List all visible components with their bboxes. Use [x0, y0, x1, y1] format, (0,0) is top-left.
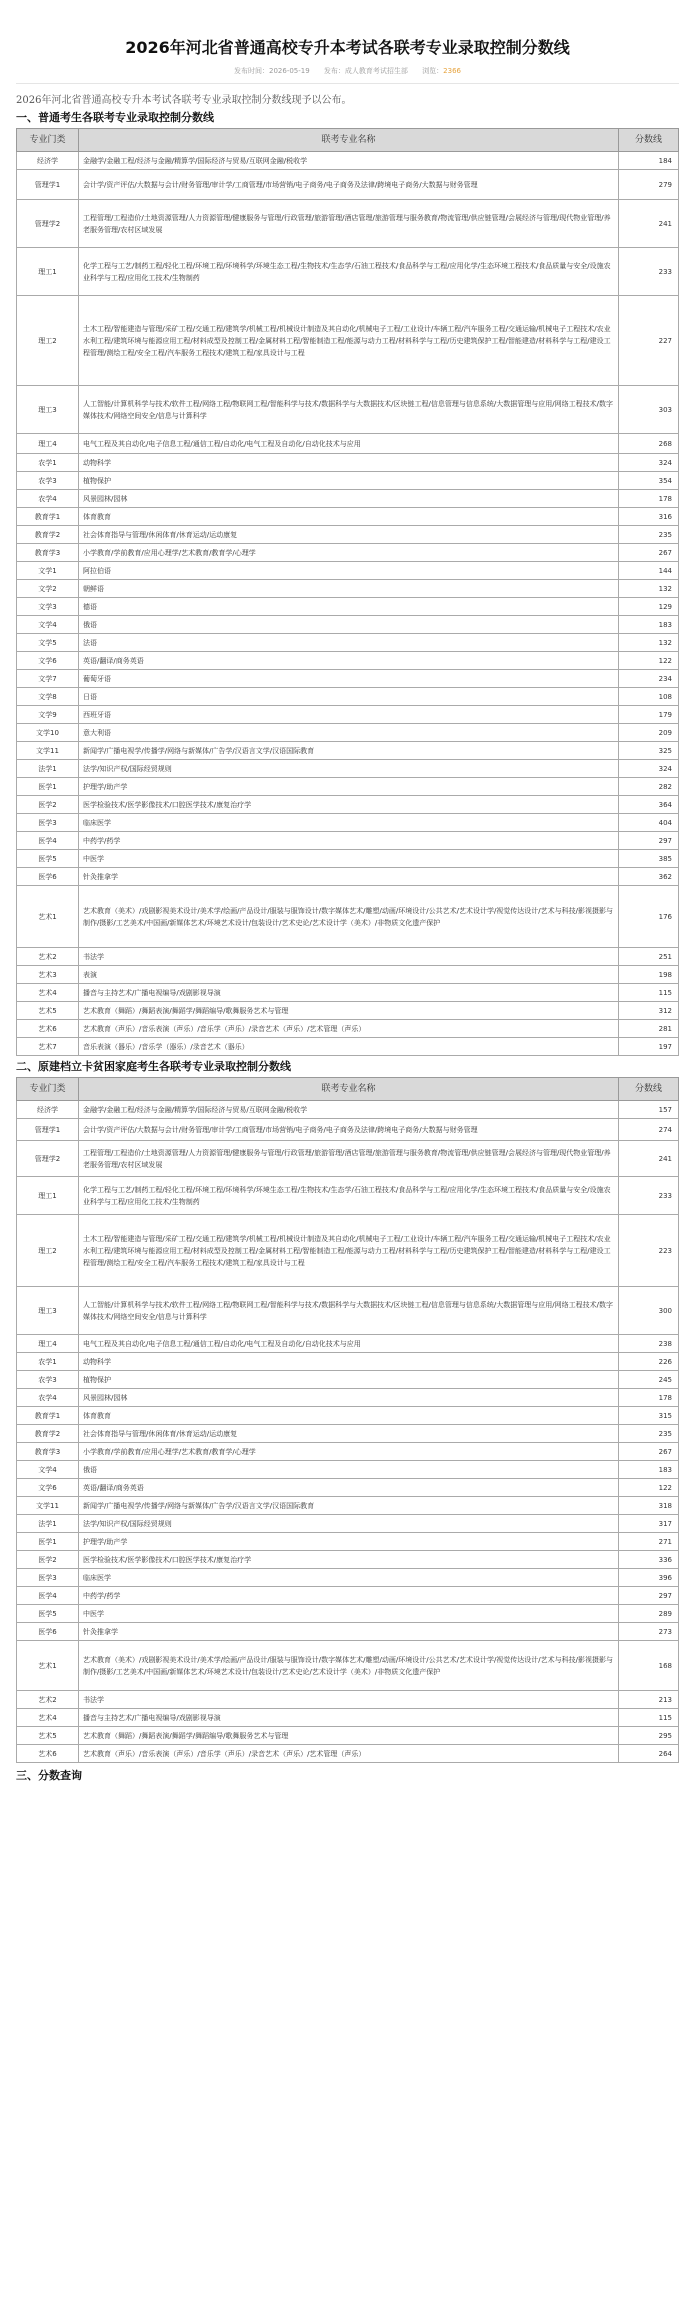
cell-category: 医学6	[17, 1623, 79, 1641]
cell-category: 理工1	[17, 248, 79, 296]
cell-score: 281	[619, 1020, 679, 1038]
table-row	[17, 200, 679, 248]
table-row	[17, 966, 679, 984]
cell-score: 115	[619, 1709, 679, 1727]
cell-majors: 植物保护	[79, 1371, 619, 1389]
cell-score: 183	[619, 616, 679, 634]
table-row	[17, 1745, 679, 1763]
table-row	[17, 1605, 679, 1623]
cell-majors: 动物科学	[79, 1353, 619, 1371]
cell-score: 108	[619, 688, 679, 706]
col-header-score: 分数线	[619, 129, 679, 152]
cell-majors: 金融学/金融工程/经济与金融/精算学/国际经济与贸易/互联网金融/税收学	[79, 152, 619, 170]
cell-majors: 中药学/药学	[79, 1587, 619, 1605]
cell-score: 235	[619, 1425, 679, 1443]
cell-score: 279	[619, 170, 679, 200]
cell-score: 385	[619, 850, 679, 868]
table-row	[17, 742, 679, 760]
table-row	[17, 170, 679, 200]
cell-score: 362	[619, 868, 679, 886]
cell-majors: 临床医学	[79, 814, 619, 832]
table-row	[17, 724, 679, 742]
table-row	[17, 1497, 679, 1515]
table-row	[17, 886, 679, 948]
cell-score: 198	[619, 966, 679, 984]
table-row	[17, 454, 679, 472]
cell-majors: 艺术教育（美术）/戏剧影视美术设计/美术学/绘画/产品设计/服装与服饰设计/数字媒体艺术/雕塑/动画/环境设计/公共艺术/艺术设计学/视觉传达设计/艺术与科技/影视摄影与制作/摄影/工艺美术/中国画/新媒体艺术/环境艺术设计/包装设计/艺术史论/艺术设计学（美术）/非物质文化遗产保护	[79, 1641, 619, 1691]
table-header-row	[17, 1078, 679, 1101]
cell-score: 245	[619, 1371, 679, 1389]
table-row	[17, 1425, 679, 1443]
cell-score: 315	[619, 1407, 679, 1425]
cell-majors: 体育教育	[79, 1407, 619, 1425]
cell-score: 295	[619, 1727, 679, 1745]
table-row	[17, 948, 679, 966]
cell-category: 文学8	[17, 688, 79, 706]
cell-score: 168	[619, 1641, 679, 1691]
table-body	[17, 1101, 679, 1763]
section-2-title: 二、原建档立卡贫困家庭考生各联考专业录取控制分数线	[16, 1060, 291, 1073]
cell-score: 115	[619, 984, 679, 1002]
table-row	[17, 1020, 679, 1038]
table-row	[17, 1623, 679, 1641]
cell-category: 医学4	[17, 1587, 79, 1605]
cell-majors: 表演	[79, 966, 619, 984]
cell-majors: 社会体育指导与管理/休闲体育/休育运动/运动康复	[79, 526, 619, 544]
cell-majors: 英语/翻译/商务英语	[79, 1479, 619, 1497]
table-row	[17, 1461, 679, 1479]
cell-score: 354	[619, 472, 679, 490]
cell-category: 理工3	[17, 1287, 79, 1335]
table-row	[17, 652, 679, 670]
cell-majors: 艺术教育（声乐）/音乐表演（声乐）/音乐学（声乐）/录音艺术（声乐）/艺术管理（声乐）	[79, 1020, 619, 1038]
cell-score: 209	[619, 724, 679, 742]
cell-category: 艺术6	[17, 1020, 79, 1038]
cell-majors: 艺术教育（声乐）/音乐表演（声乐）/音乐学（声乐）/录音艺术（声乐）/艺术管理（声乐）	[79, 1745, 619, 1763]
cell-category: 艺术4	[17, 1709, 79, 1727]
cell-majors: 风景园林/园林	[79, 490, 619, 508]
cell-category: 教育学2	[17, 1425, 79, 1443]
intro-paragraph: 2026年河北省普通高校专升本考试各联考专业录取控制分数线现予以公布。	[16, 95, 352, 106]
table-row	[17, 526, 679, 544]
cell-majors: 土木工程/智能建造与管理/采矿工程/交通工程/建筑学/机械工程/机械设计制造及其自动化/机械电子工程/工业设计/车辆工程/汽车服务工程/交通运输/机械电子工程技术/农业水利工程/建筑环境与能源应用工程/材料成型及控制工程/金属材料工程/智能制造工程/能源与动力工程/材料科学与工程/历史建筑保护工程/智能建造/材料科学与工程/建设工程管理/测绘工程/安全工程/汽车服务工程技术/建筑工程/家具设计与工程	[79, 296, 619, 386]
cell-category: 管理学1	[17, 170, 79, 200]
article	[16, 0, 679, 1783]
cell-category: 教育学3	[17, 1443, 79, 1461]
cell-category: 文学6	[17, 1479, 79, 1497]
table-row	[17, 670, 679, 688]
cell-category: 理工4	[17, 1335, 79, 1353]
table-body	[17, 152, 679, 1056]
table-row	[17, 1119, 679, 1141]
cell-score: 267	[619, 1443, 679, 1461]
cell-score: 197	[619, 1038, 679, 1056]
col-header-category: 专业门类	[17, 1078, 79, 1101]
cell-majors: 新闻学/广播电视学/传播学/网络与新媒体/广告学/汉语言文学/汉语国际教育	[79, 1497, 619, 1515]
table-row	[17, 1407, 679, 1425]
table-row	[17, 386, 679, 434]
cell-score: 122	[619, 652, 679, 670]
cell-category: 艺术3	[17, 966, 79, 984]
table-row	[17, 152, 679, 170]
table-row	[17, 1587, 679, 1605]
cell-majors: 小学教育/学前教育/应用心理学/艺术教育/教育学/心理学	[79, 1443, 619, 1461]
table-row	[17, 1002, 679, 1020]
cell-category: 法学1	[17, 1515, 79, 1533]
cell-majors: 护理学/助产学	[79, 778, 619, 796]
table-row	[17, 850, 679, 868]
publisher: 发布：成人教育考试招生部	[323, 67, 408, 75]
cell-score: 312	[619, 1002, 679, 1020]
cell-majors: 会计学/资产评估/大数据与会计/财务管理/审计学/工商管理/市场营销/电子商务/电子商务及法律/跨境电子商务/大数据与财务管理	[79, 1119, 619, 1141]
cell-category: 医学1	[17, 1533, 79, 1551]
section-1-title: 一、普通考生各联考专业录取控制分数线	[16, 111, 214, 124]
table-row	[17, 598, 679, 616]
table-row	[17, 490, 679, 508]
cell-category: 艺术5	[17, 1002, 79, 1020]
cell-majors: 葡萄牙语	[79, 670, 619, 688]
table-row	[17, 562, 679, 580]
table-row	[17, 1551, 679, 1569]
table-row	[17, 760, 679, 778]
cell-majors: 书法学	[79, 1691, 619, 1709]
cell-category: 管理学1	[17, 1119, 79, 1141]
cell-score: 241	[619, 1141, 679, 1177]
cell-category: 医学2	[17, 1551, 79, 1569]
table-row	[17, 984, 679, 1002]
cell-majors: 俄语	[79, 1461, 619, 1479]
cell-majors: 针灸推拿学	[79, 1623, 619, 1641]
table-row	[17, 868, 679, 886]
cell-category: 教育学2	[17, 526, 79, 544]
cell-majors: 人工智能/计算机科学与技术/软件工程/网络工程/物联网工程/智能科学与技术/数据科学与大数据技术/区块链工程/信息管理与信息系统/大数据管理与应用/网络工程技术/数字媒体技术/网络空间安全/信息与计算科学	[79, 1287, 619, 1335]
cell-majors: 播音与主持艺术/广播电视编导/戏剧影视导演	[79, 1709, 619, 1727]
table-row	[17, 1335, 679, 1353]
cell-majors: 医学检验技术/医学影像技术/口腔医学技术/康复治疗学	[79, 796, 619, 814]
cell-category: 医学3	[17, 814, 79, 832]
cell-majors: 针灸推拿学	[79, 868, 619, 886]
cell-score: 316	[619, 508, 679, 526]
table-row	[17, 1101, 679, 1119]
cell-majors: 电气工程及其自动化/电子信息工程/通信工程/自动化/电气工程及自动化/自动化技术与应用	[79, 434, 619, 454]
cell-score: 303	[619, 386, 679, 434]
cell-score: 251	[619, 948, 679, 966]
cell-score: 179	[619, 706, 679, 724]
cell-category: 文学6	[17, 652, 79, 670]
view-count-value: 2366	[443, 67, 461, 75]
cell-majors: 英语/翻译/商务英语	[79, 652, 619, 670]
cell-majors: 中医学	[79, 850, 619, 868]
table-row	[17, 1177, 679, 1215]
cell-majors: 社会体育指导与管理/休闲体育/休育运动/运动康复	[79, 1425, 619, 1443]
cell-score: 396	[619, 1569, 679, 1587]
cell-majors: 播音与主持艺术/广播电视编导/戏剧影视导演	[79, 984, 619, 1002]
cell-score: 132	[619, 634, 679, 652]
table-row	[17, 814, 679, 832]
cell-score: 336	[619, 1551, 679, 1569]
table-row	[17, 296, 679, 386]
score-table-regular	[16, 128, 679, 1056]
table-row	[17, 1443, 679, 1461]
view-count	[422, 67, 461, 75]
table-row	[17, 796, 679, 814]
cell-category: 管理学2	[17, 200, 79, 248]
cell-score: 404	[619, 814, 679, 832]
cell-score: 324	[619, 454, 679, 472]
cell-majors: 风景园林/园林	[79, 1389, 619, 1407]
cell-category: 农学3	[17, 472, 79, 490]
table-row	[17, 1038, 679, 1056]
cell-score: 364	[619, 796, 679, 814]
table-row	[17, 1371, 679, 1389]
cell-majors: 艺术教育（舞蹈）/舞蹈表演/舞蹈学/舞蹈编导/歌舞服务艺术与管理	[79, 1727, 619, 1745]
cell-score: 176	[619, 886, 679, 948]
cell-majors: 新闻学/广播电视学/传播学/网络与新媒体/广告学/汉语言文学/汉语国际教育	[79, 742, 619, 760]
table-row	[17, 1691, 679, 1709]
cell-majors: 日语	[79, 688, 619, 706]
cell-category: 经济学	[17, 152, 79, 170]
col-header-category: 专业门类	[17, 129, 79, 152]
cell-majors: 音乐表演（器乐）/音乐学（器乐）/录音艺术（器乐）	[79, 1038, 619, 1056]
cell-category: 法学1	[17, 760, 79, 778]
cell-score: 213	[619, 1691, 679, 1709]
cell-category: 文学11	[17, 742, 79, 760]
cell-majors: 体育教育	[79, 508, 619, 526]
cell-majors: 法学/知识产权/国际经贸规则	[79, 760, 619, 778]
cell-category: 艺术1	[17, 1641, 79, 1691]
cell-score: 233	[619, 1177, 679, 1215]
table-row	[17, 832, 679, 850]
cell-majors: 法学/知识产权/国际经贸规则	[79, 1515, 619, 1533]
cell-score: 267	[619, 544, 679, 562]
table-row	[17, 1353, 679, 1371]
table-row	[17, 508, 679, 526]
table-row	[17, 1479, 679, 1497]
table-row	[17, 706, 679, 724]
cell-category: 艺术1	[17, 886, 79, 948]
table-row	[17, 580, 679, 598]
cell-majors: 书法学	[79, 948, 619, 966]
cell-category: 理工2	[17, 296, 79, 386]
cell-majors: 法语	[79, 634, 619, 652]
publish-date: 发布时间：2026-05-19	[234, 67, 310, 75]
cell-majors: 中药学/药学	[79, 832, 619, 850]
cell-majors: 电气工程及其自动化/电子信息工程/通信工程/自动化/电气工程及自动化/自动化技术与应用	[79, 1335, 619, 1353]
col-header-score: 分数线	[619, 1078, 679, 1101]
cell-category: 艺术2	[17, 1691, 79, 1709]
cell-score: 271	[619, 1533, 679, 1551]
cell-category: 医学3	[17, 1569, 79, 1587]
cell-category: 农学4	[17, 490, 79, 508]
cell-category: 农学1	[17, 454, 79, 472]
table-row	[17, 634, 679, 652]
cell-majors: 会计学/资产评估/大数据与会计/财务管理/审计学/工商管理/市场营销/电子商务/电子商务及法律/跨境电子商务/大数据与财务管理	[79, 170, 619, 200]
cell-majors: 土木工程/智能建造与管理/采矿工程/交通工程/建筑学/机械工程/机械设计制造及其自动化/机械电子工程/工业设计/车辆工程/汽车服务工程/交通运输/机械电子工程技术/农业水利工程/建筑环境与能源应用工程/材料成型及控制工程/金属材料工程/智能制造工程/能源与动力工程/材料科学与工程/历史建筑保护工程/智能建造/材料科学与工程/建设工程管理/测绘工程/安全工程/汽车服务工程技术/建筑工程/家具设计与工程	[79, 1215, 619, 1287]
cell-majors: 临床医学	[79, 1569, 619, 1587]
cell-score: 129	[619, 598, 679, 616]
cell-majors: 西班牙语	[79, 706, 619, 724]
cell-score: 223	[619, 1215, 679, 1287]
cell-category: 艺术5	[17, 1727, 79, 1745]
cell-category: 艺术4	[17, 984, 79, 1002]
cell-category: 教育学3	[17, 544, 79, 562]
cell-category: 农学4	[17, 1389, 79, 1407]
table-row	[17, 1533, 679, 1551]
cell-score: 178	[619, 490, 679, 508]
cell-category: 管理学2	[17, 1141, 79, 1177]
cell-score: 241	[619, 200, 679, 248]
cell-category: 文学2	[17, 580, 79, 598]
table-row	[17, 1141, 679, 1177]
cell-majors: 人工智能/计算机科学与技术/软件工程/网络工程/物联网工程/智能科学与技术/数据科学与大数据技术/区块链工程/信息管理与信息系统/大数据管理与应用/网络工程技术/数字媒体技术/网络空间安全/信息与计算科学	[79, 386, 619, 434]
cell-category: 农学3	[17, 1371, 79, 1389]
section-3-title: 三、分数查询	[16, 1769, 82, 1782]
cell-score: 268	[619, 434, 679, 454]
cell-category: 理工3	[17, 386, 79, 434]
cell-category: 理工2	[17, 1215, 79, 1287]
table-row	[17, 1215, 679, 1287]
score-table-poverty	[16, 1077, 679, 1763]
cell-category: 医学6	[17, 868, 79, 886]
cell-category: 文学10	[17, 724, 79, 742]
table-row	[17, 1287, 679, 1335]
cell-category: 医学5	[17, 850, 79, 868]
cell-category: 艺术7	[17, 1038, 79, 1056]
table-row	[17, 1709, 679, 1727]
cell-score: 297	[619, 1587, 679, 1605]
cell-majors: 朝鲜语	[79, 580, 619, 598]
cell-score: 300	[619, 1287, 679, 1335]
cell-category: 教育学1	[17, 1407, 79, 1425]
cell-majors: 阿拉伯语	[79, 562, 619, 580]
cell-majors: 植物保护	[79, 472, 619, 490]
cell-majors: 护理学/助产学	[79, 1533, 619, 1551]
cell-majors: 中医学	[79, 1605, 619, 1623]
cell-category: 文学9	[17, 706, 79, 724]
table-row	[17, 688, 679, 706]
cell-score: 297	[619, 832, 679, 850]
cell-category: 艺术6	[17, 1745, 79, 1763]
cell-majors: 工程管理/工程造价/土地资源管理/人力资源管理/健康服务与管理/行政管理/旅游管理/酒店管理/旅游管理与服务教育/物流管理/供应链管理/会展经济与管理/现代物业管理/养老服务管理/农村区域发展	[79, 1141, 619, 1177]
cell-category: 理工1	[17, 1177, 79, 1215]
cell-score: 122	[619, 1479, 679, 1497]
cell-category: 医学1	[17, 778, 79, 796]
cell-score: 157	[619, 1101, 679, 1119]
cell-score: 234	[619, 670, 679, 688]
article-meta	[16, 66, 679, 76]
cell-category: 经济学	[17, 1101, 79, 1119]
table-row	[17, 778, 679, 796]
cell-category: 文学11	[17, 1497, 79, 1515]
cell-score: 318	[619, 1497, 679, 1515]
cell-category: 文学5	[17, 634, 79, 652]
cell-score: 227	[619, 296, 679, 386]
cell-category: 理工4	[17, 434, 79, 454]
table-row	[17, 1727, 679, 1745]
cell-majors: 小学教育/学前教育/应用心理学/艺术教育/教育学/心理学	[79, 544, 619, 562]
cell-category: 艺术2	[17, 948, 79, 966]
cell-majors: 俄语	[79, 616, 619, 634]
cell-majors: 化学工程与工艺/制药工程/轻化工程/环境工程/环境科学/环境生态工程/生物技术/生态学/石油工程技术/食品科学与工程/应用化学/生态环境工程技术/食品质量与安全/设施农业科学与工程/应用化工技术/生物制药	[79, 1177, 619, 1215]
cell-score: 325	[619, 742, 679, 760]
cell-category: 农学1	[17, 1353, 79, 1371]
table-row	[17, 1641, 679, 1691]
cell-majors: 艺术教育（美术）/戏剧影视美术设计/美术学/绘画/产品设计/服装与服饰设计/数字媒体艺术/雕塑/动画/环境设计/公共艺术/艺术设计学/视觉传达设计/艺术与科技/影视摄影与制作/摄影/工艺美术/中国画/新媒体艺术/环境艺术设计/包装设计/艺术史论/艺术设计学（美术）/非物质文化遗产保护	[79, 886, 619, 948]
cell-category: 医学4	[17, 832, 79, 850]
cell-score: 282	[619, 778, 679, 796]
cell-majors: 德语	[79, 598, 619, 616]
view-count-label: 浏览：	[422, 67, 444, 75]
cell-category: 文学4	[17, 1461, 79, 1479]
cell-score: 238	[619, 1335, 679, 1353]
cell-score: 235	[619, 526, 679, 544]
divider	[16, 83, 679, 84]
table-row	[17, 1515, 679, 1533]
cell-score: 264	[619, 1745, 679, 1763]
col-header-majors: 联考专业名称	[79, 129, 619, 152]
cell-score: 144	[619, 562, 679, 580]
cell-score: 226	[619, 1353, 679, 1371]
cell-score: 274	[619, 1119, 679, 1141]
cell-majors: 意大利语	[79, 724, 619, 742]
cell-score: 233	[619, 248, 679, 296]
table-row	[17, 472, 679, 490]
cell-score: 183	[619, 1461, 679, 1479]
cell-score: 289	[619, 1605, 679, 1623]
col-header-majors: 联考专业名称	[79, 1078, 619, 1101]
cell-score: 324	[619, 760, 679, 778]
cell-category: 文学3	[17, 598, 79, 616]
table-row	[17, 434, 679, 454]
cell-category: 教育学1	[17, 508, 79, 526]
cell-majors: 医学检验技术/医学影像技术/口腔医学技术/康复治疗学	[79, 1551, 619, 1569]
table-row	[17, 248, 679, 296]
cell-majors: 化学工程与工艺/制药工程/轻化工程/环境工程/环境科学/环境生态工程/生物技术/生态学/石油工程技术/食品科学与工程/应用化学/生态环境工程技术/食品质量与安全/设施农业科学与工程/应用化工技术/生物制药	[79, 248, 619, 296]
table-row	[17, 1389, 679, 1407]
cell-score: 317	[619, 1515, 679, 1533]
page-title: 2026年河北省普通高校专升本考试各联考专业录取控制分数线	[125, 38, 570, 57]
cell-majors: 艺术教育（舞蹈）/舞蹈表演/舞蹈学/舞蹈编导/歌舞服务艺术与管理	[79, 1002, 619, 1020]
table-row	[17, 1569, 679, 1587]
table-header-row	[17, 129, 679, 152]
cell-category: 医学2	[17, 796, 79, 814]
cell-score: 178	[619, 1389, 679, 1407]
table-row	[17, 616, 679, 634]
cell-majors: 动物科学	[79, 454, 619, 472]
cell-score: 184	[619, 152, 679, 170]
cell-category: 医学5	[17, 1605, 79, 1623]
cell-majors: 金融学/金融工程/经济与金融/精算学/国际经济与贸易/互联网金融/税收学	[79, 1101, 619, 1119]
cell-category: 文学1	[17, 562, 79, 580]
cell-category: 文学7	[17, 670, 79, 688]
cell-category: 文学4	[17, 616, 79, 634]
table-row	[17, 544, 679, 562]
cell-score: 132	[619, 580, 679, 598]
cell-majors: 工程管理/工程造价/土地资源管理/人力资源管理/健康服务与管理/行政管理/旅游管理/酒店管理/旅游管理与服务教育/物流管理/供应链管理/会展经济与管理/现代物业管理/养老服务管理/农村区域发展	[79, 200, 619, 248]
cell-score: 273	[619, 1623, 679, 1641]
